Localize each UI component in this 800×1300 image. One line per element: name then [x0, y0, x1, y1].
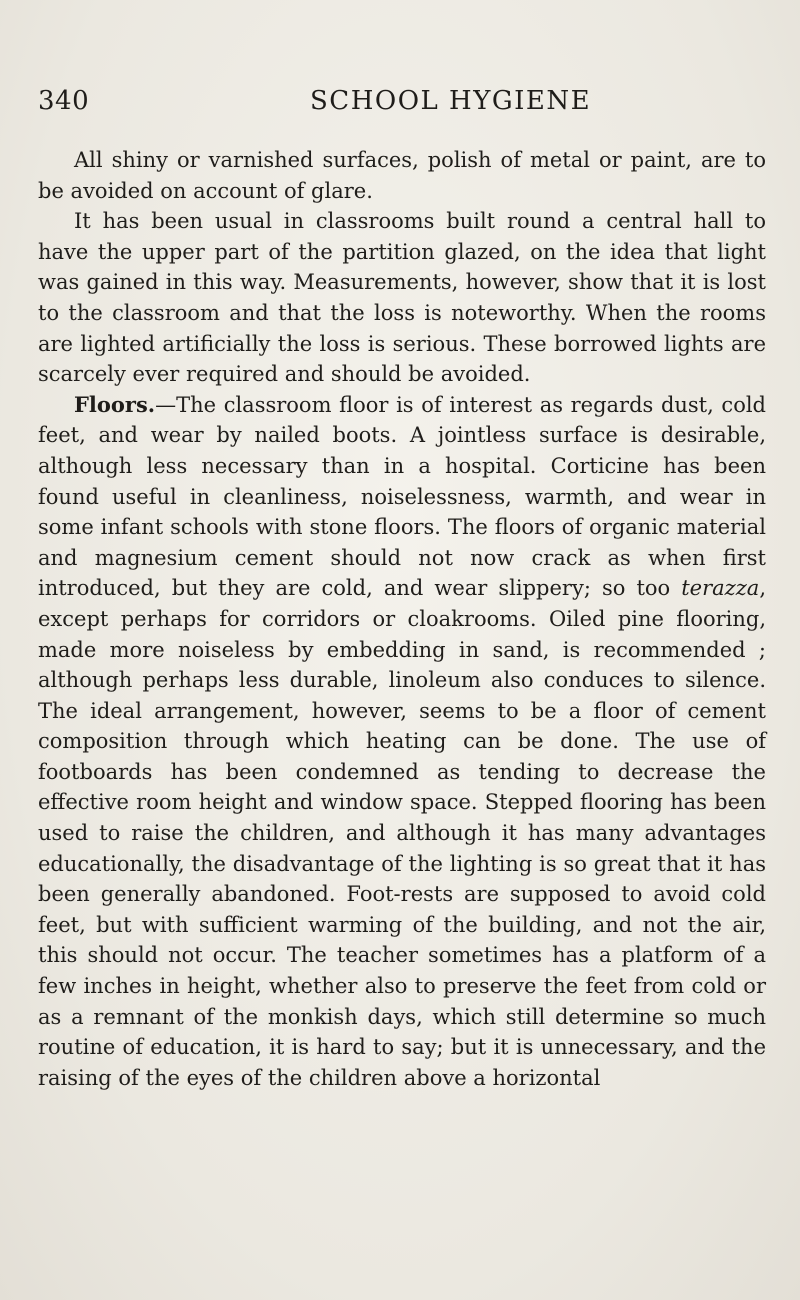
- running-title: SCHOOL HYGIENE: [310, 86, 592, 116]
- floors-italic-term: terazza: [681, 576, 760, 601]
- floors-text-part-1: —The classroom floor is of interest as regards dust, cold feet, and wear by nailed boots. A jointless surface is desirable, although less necessary than in a hospital. Corticine has been found useful in cleanliness, noiselessness, warmth, and wear in some infant schools with stone floors. The floors of organic material and magnesium cement should not now crack as when first introduced, but they are cold, and wear slippery; so too: [38, 392, 766, 601]
- paragraph-glare: All shiny or varnished surfaces, polish of metal or paint, are to be avoided on account of glare.: [38, 148, 766, 203]
- section-heading-floors: Floors.: [74, 391, 156, 417]
- page-number: 340: [38, 86, 90, 116]
- paragraph-floors: [38, 390, 766, 1094]
- floors-text-part-2: , except perhaps for corridors or cloakrooms. Oiled pine flooring, made more noiseless by embedding in sand, is recommended ; although perhaps less durable, linoleum also conduces to silence. The ideal arrangement, however, seems to be a floor of cement composition through which heating can be done. The use of footboards has been condemned as tending to decrease the effective room height and window space. Stepped flooring has been used to raise the children, and although it has many advantages educationally, the disadvantage of the lighting is so great that it has been generally abandoned. Foot-rests are supposed to avoid cold feet, but with sufficient warming of the building, and not the air, this should not occur. The teacher sometimes has a platform of a few inches in height, whether also to preserve the feet from cold or as a remnant of the monkish days, which still determine so much routine of education, it is hard to say; but it is unnecessary, and the raising of the eyes of the children above a horizontal: [38, 576, 766, 1090]
- paragraph-partition-glazing: It has been usual in classrooms built round a central hall to have the upper part of the partition glazed, on the idea that light was gained in this way. Measurements, however, show that it is lost to the classroom and that the loss is noteworthy. When the rooms are lighted artificially the loss is serious. These borrowed lights are scarcely ever required and should be avoided.: [38, 209, 766, 387]
- page-header: [38, 86, 768, 126]
- body-text: [38, 145, 766, 1093]
